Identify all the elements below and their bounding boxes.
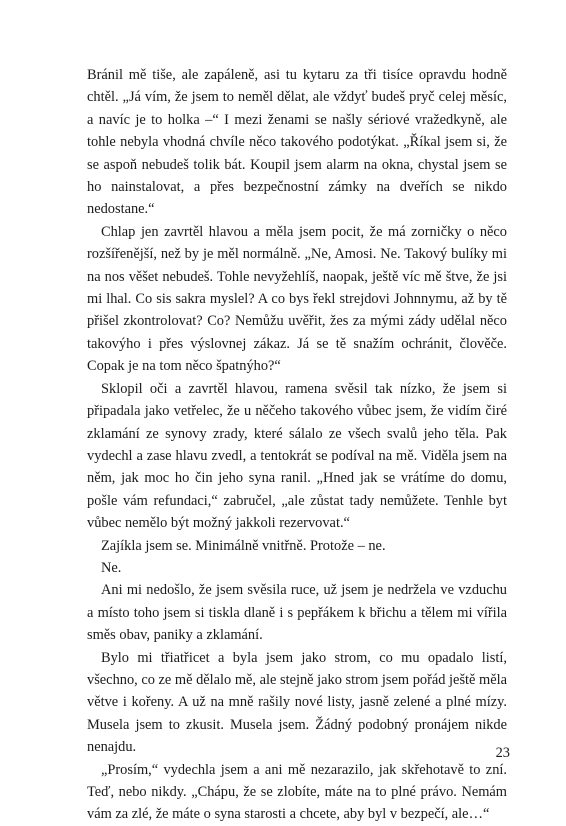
paragraph: „Prosím,“ vydechla jsem a ani mě nezarazilo, jak skřehotavě to zní. Teď, nebo nikdy. „Chápu, že se zlobíte, máte na to plné právo. Nemám vám za zlé, že máte o syna starosti a chcete, aby byl v bezpečí, ale…“ xyxy=(87,761,507,823)
page-number: 23 xyxy=(495,745,510,761)
paragraph: Ne. xyxy=(101,559,122,576)
paragraph: Bránil mě tiše, ale zapáleně, asi tu kytaru za tři tisíce opravdu hodně chtěl. „Já vím, že jsem to neměl dělat, ale vždyť budeš pryč celej měsíc, a navíc je to holka –“ I mezi ženami se našly sériové vražedkyně, ale tohle nebyla vhodná chvíle něco takového podotýkat. „Říkal jsem si, že se aspoň nebudeš tolik bát. Koupil jsem alarm na okna, chystal jsem se ho nainstalovat, a přes bezpečnostní zámky na dveřích se nikdo nedostane.“ xyxy=(87,67,507,218)
body-text xyxy=(87,64,507,826)
paragraph: Bylo mi třiatřicet a byla jsem jako strom, co mu opadalo listí, všechno, co ze mě dělalo mě, ale stejně jako strom jsem pořád ještě měla větve i kořeny. A už na mně rašily nové listy, jasně zelené a plné mízy. Musela jsem to zkusit. Musela jsem. Žádný podobný pronájem nikde nenajdu. xyxy=(87,649,507,756)
paragraph: Zajíkla jsem se. Minimálně vnitřně. Protože – ne. xyxy=(101,537,386,554)
paragraph: Chlap jen zavrtěl hlavou a měla jsem pocit, že má zorničky o něco rozšířenější, než by je měl normálně. „Ne, Amosi. Ne. Takový bulíky mi na nos věšet nebudeš. Tohle nevyžehlíš, naopak, ještě víc mě štve, že jsi mi lhal. Co sis sakra myslel? A co bys řekl strejdovi Johnnymu, až by tě přišel zkontrolovat? Co? Nemůžu uvěřit, žes za mými zády udělal něco takovýho i přes výslovnej zákaz. Já se tě snažím ochránit, člověče. Copak je na tom něco špatnýho?“ xyxy=(87,223,507,375)
paragraph: Sklopil oči a zavrtěl hlavou, ramena svěsil tak nízko, že jsem si připadala jako vetřelec, že u něčeho takového vůbec jsem, že vidím čiré zklamání ze synovy zrady, které sálalo ze všech svalů jeho těla. Pak vydechl a zase hlavu zvedl, a tentokrát se podíval na mě. Viděla jsem na něm, jak moc ho čin jeho syna ranil. „Hned jak se vrátíme do domu, pošle vám refundaci,“ zabručel, „ale zůstat tady nemůžete. Tenhle byt vůbec nemělo být možný jakkoli rezervovat.“ xyxy=(87,380,507,532)
paragraph: Ani mi nedošlo, že jsem svěsila ruce, už jsem je nedržela ve vzduchu a místo toho jsem si tiskla dlaně i s pepřákem k břichu a tělem mi vířila směs obav, paniky a zklamání. xyxy=(87,582,507,644)
